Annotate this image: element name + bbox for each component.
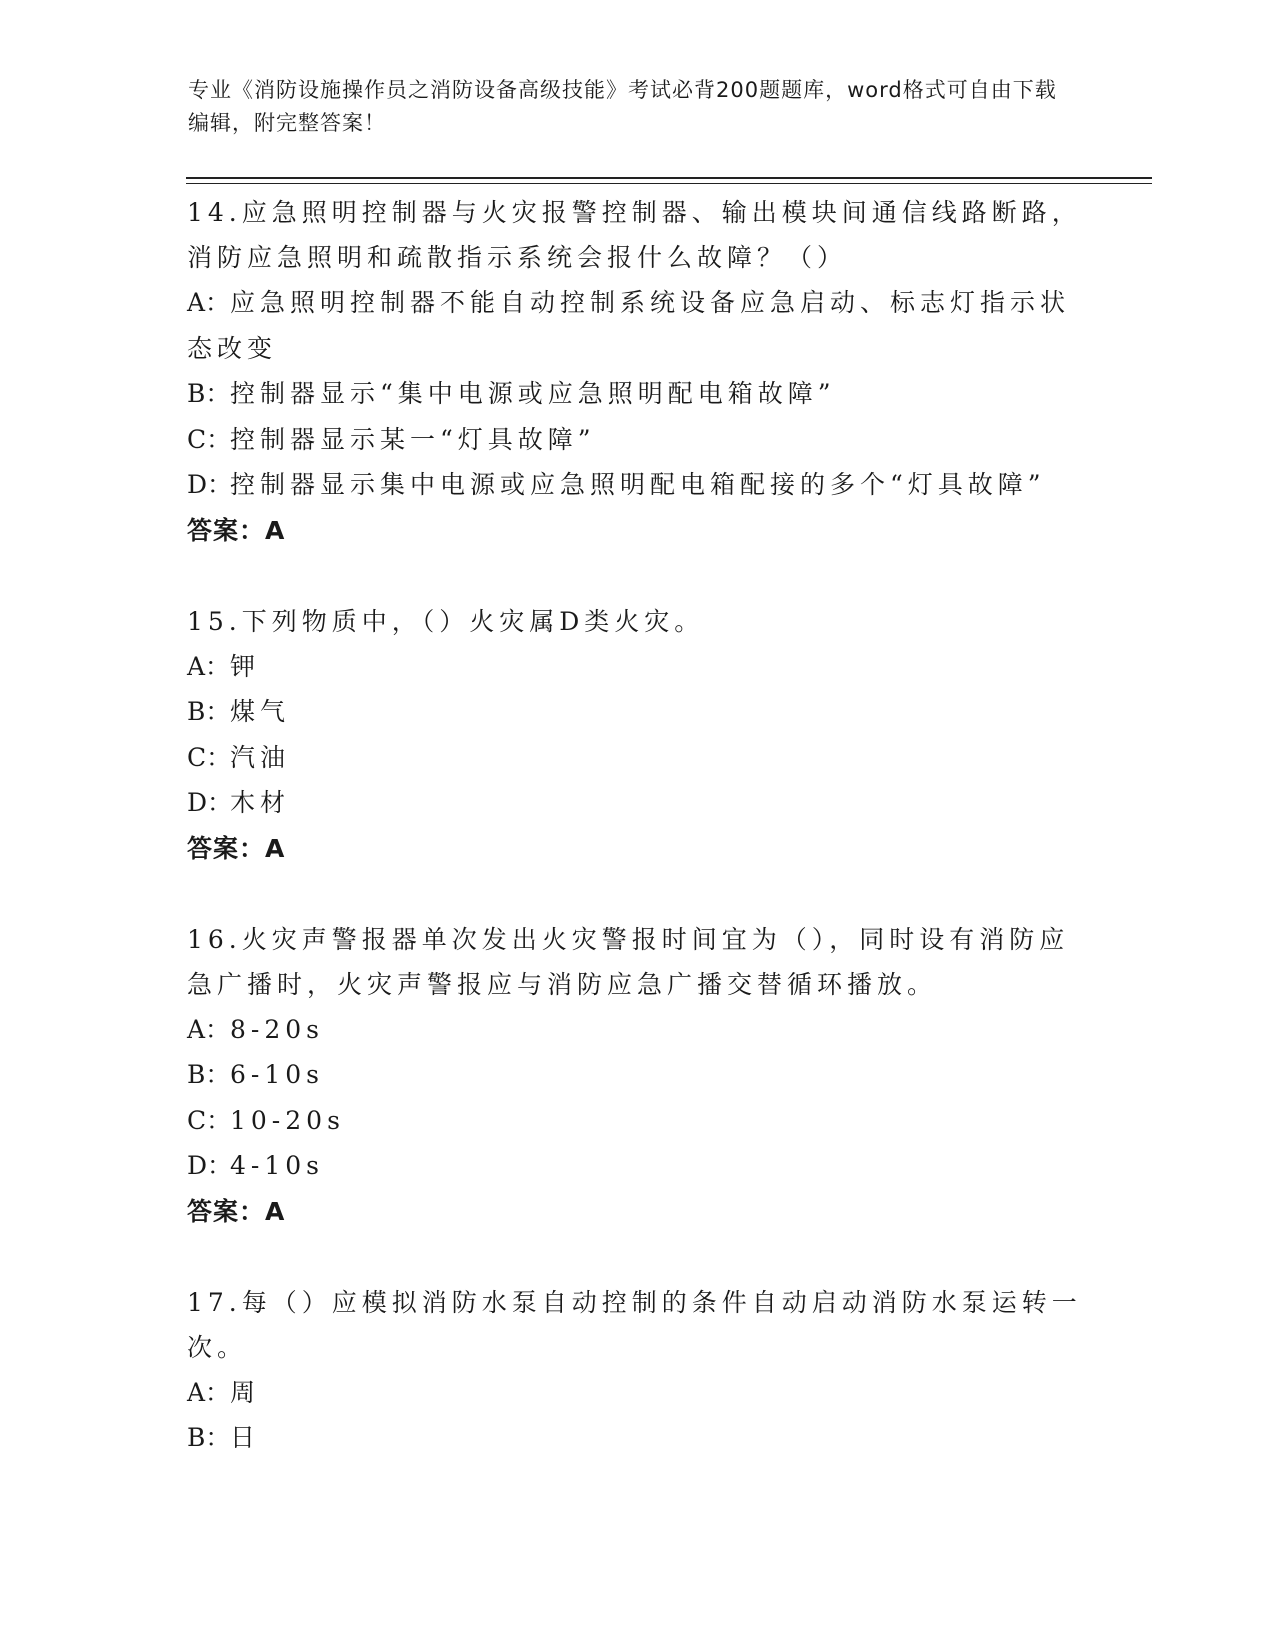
- option-text: 日: [230, 1423, 261, 1452]
- answer-line: 答案：A: [187, 515, 286, 545]
- option-letter: D：: [187, 788, 233, 817]
- option-d: [187, 780, 1082, 826]
- question-stem: 17.每（）应模拟消防水泵自动控制的条件自动启动消防水泵运转一次。: [187, 1287, 1082, 1362]
- option-letter: A：: [187, 288, 231, 317]
- option-text: 钾: [230, 651, 261, 681]
- question-15: [187, 599, 1082, 871]
- option-text: 应急照明控制器不能自动控制系统设备应急启动、标志灯指示状态改变: [187, 288, 1071, 363]
- option-b: [187, 371, 1082, 417]
- option-letter: B：: [187, 379, 231, 408]
- answer-line: 答案：A: [187, 833, 286, 863]
- option-letter: C：: [187, 424, 232, 454]
- option-text: 控制器显示“集中电源或应急照明配电箱故障”: [230, 379, 836, 408]
- option-d: [187, 1143, 1082, 1189]
- option-text: 控制器显示集中电源或应急照明配电箱配接的多个“灯具故障”: [230, 470, 1046, 499]
- option-text: 6-10s: [230, 1060, 324, 1089]
- option-text: 控制器显示某一“灯具故障”: [230, 424, 596, 454]
- option-letter: C：: [187, 1105, 232, 1135]
- option-c: [187, 735, 1082, 781]
- option-c: [187, 417, 1082, 463]
- option-letter: B：: [187, 697, 231, 726]
- question-list: [187, 190, 1082, 1507]
- option-letter: A：: [187, 1377, 231, 1407]
- option-a: [187, 1370, 1082, 1416]
- option-letter: B：: [187, 1423, 231, 1452]
- option-letter: D：: [187, 1151, 233, 1180]
- option-letter: D：: [187, 470, 233, 499]
- option-a: [187, 280, 1082, 371]
- option-a: [187, 644, 1082, 690]
- option-text: 4-10s: [230, 1151, 324, 1180]
- question-stem: 16.火灾声警报器单次发出火灾警报时间宜为（），同时设有消防应急广播时，火灾声警报应与消防应急广播交替循环播放。: [187, 924, 1070, 999]
- option-d: [187, 462, 1082, 508]
- option-letter: B：: [187, 1060, 231, 1089]
- option-b: [187, 689, 1082, 735]
- header-divider: [186, 177, 1152, 184]
- question-16: [187, 917, 1082, 1234]
- option-b: [187, 1052, 1082, 1098]
- option-letter: A：: [187, 1014, 231, 1044]
- question-17: [187, 1280, 1082, 1461]
- option-c: [187, 1098, 1082, 1144]
- option-a: [187, 1007, 1082, 1053]
- question-stem: 15.下列物质中，（）火灾属D类火灾。: [187, 606, 705, 636]
- option-text: 8-20s: [230, 1014, 324, 1044]
- answer-line: 答案：A: [187, 1196, 286, 1226]
- option-letter: C：: [187, 742, 232, 772]
- option-b: [187, 1415, 1082, 1461]
- question-stem: 14.应急照明控制器与火灾报警控制器、输出模块间通信线路断路，消防应急照明和疏散指示系统会报什么故障？（）: [187, 198, 1082, 272]
- question-14: [187, 190, 1082, 553]
- option-text: 周: [230, 1377, 261, 1407]
- option-letter: A：: [187, 651, 231, 681]
- document-header: 专业《消防设施操作员之消防设备高级技能》考试必背200题题库，word格式可自由下载编辑，附完整答案！: [188, 78, 1057, 135]
- option-text: 木材: [230, 788, 291, 817]
- option-text: 汽油: [230, 742, 291, 772]
- option-text: 煤气: [230, 697, 291, 726]
- option-text: 10-20s: [230, 1105, 345, 1135]
